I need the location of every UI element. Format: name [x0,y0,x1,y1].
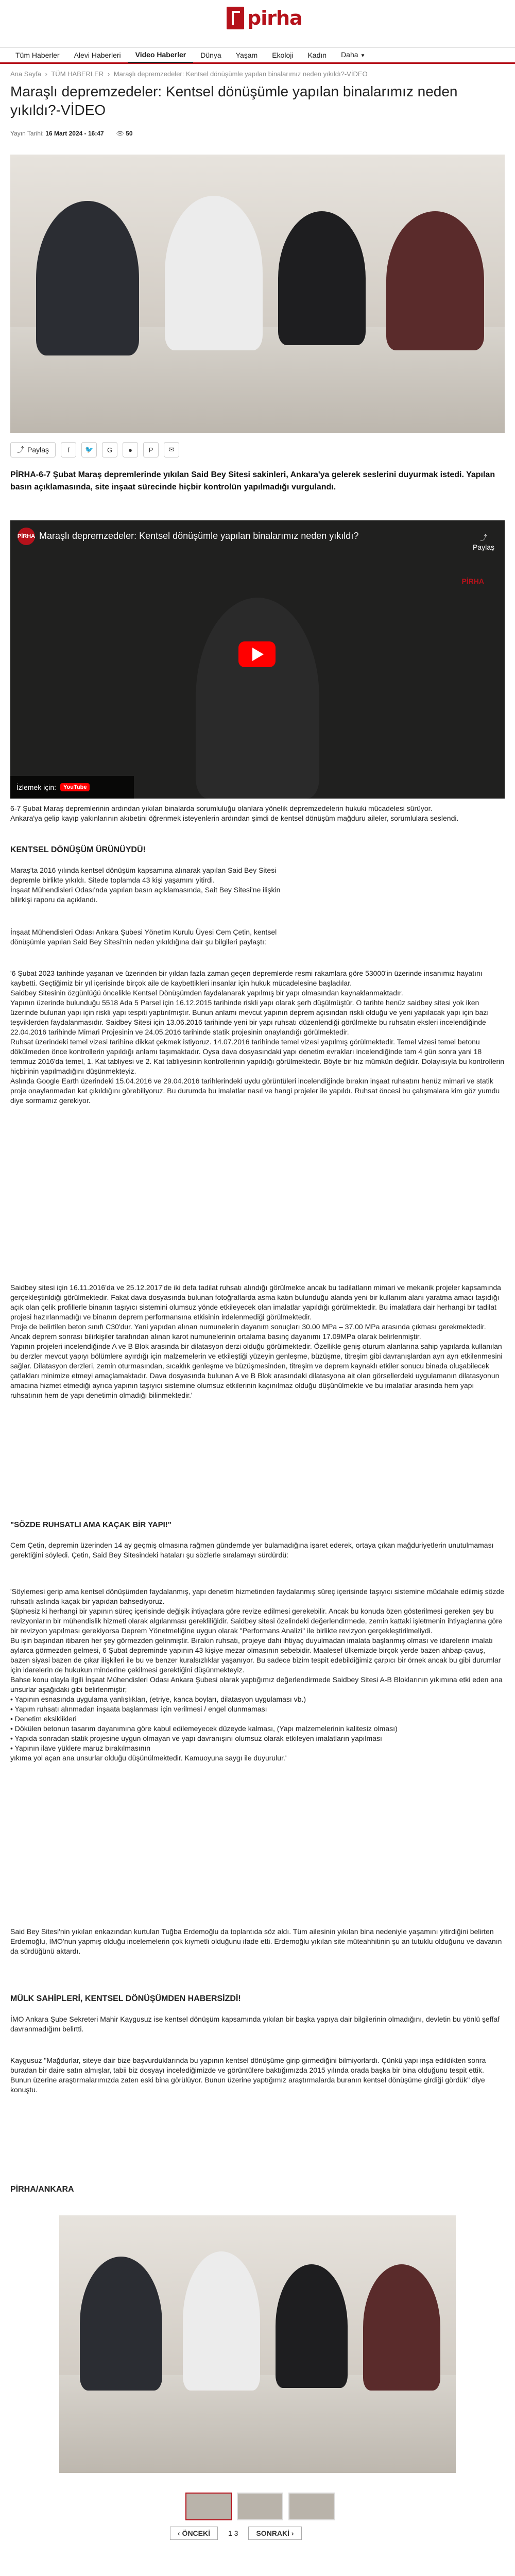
video-watermark: PİRHA [461,577,484,585]
paragraph: Bahse konu olayla ilgili İnşaat Mühendisleri Odası Ankara Şubesi olarak yaptığımız değerlendirmede Saidbey Sitesi A-B Bloklarının yıkımına etki eden ana unsurlar aşağıdaki gibi belirlenmiştir; [10,1675,503,1693]
google-icon[interactable]: G [102,442,117,457]
paragraph: Cem Çetin, depremin üzerinden 14 ay geçmiş olmasına rağmen gündemde yer bulamadığına işaret ederek, ortaya çıkan mağduriyetlerin unutulmaması gerektiğini söyledi. Çetin, Said Bey Sitesindeki hataları şu sözlerle sıralamayı sürdürdü: [10,1541,494,1559]
paragraph: İMO Ankara Şube Sekreteri Mahir Kaygusuz ise kentsel dönüşüm kapsamında yıkılan bir başka yapıya dair bilgilerinin olmadığını, devletin bu yönlü şeffaf davranmadığını belirtti. [10,2015,500,2033]
eye-icon: 👁 [116,130,124,137]
gallery-thumbnails [185,2493,335,2520]
article-body-14 [10,2184,505,2194]
breadcrumb-separator: › [107,70,110,78]
publish-date [10,130,104,137]
breadcrumb-separator: › [45,70,47,78]
nav-item-daha[interactable] [334,47,372,63]
page-title: Maraşlı depremzedeler: Kentsel dönüşümle yapılan binalarımız neden yıkıldı?-VİDEO [10,83,458,118]
article-body-8 [10,1540,505,1560]
video-speaker [196,598,319,799]
view-count-value: 50 [126,130,133,137]
twitter-icon[interactable]: 🐦 [81,442,97,457]
paragraph: İnşaat Mühendisleri Odası Ankara Şubesi Yönetim Kurulu Üyesi Cem Çetin, kentsel dönüşümle yapılan Said Bey Sitesi'nin neden yıkıldığına dair şu bilgileri paylaştı: [10,928,277,946]
email-icon[interactable]: ✉ [164,442,179,457]
breadcrumb-current: Maraşlı depremzedeler: Kentsel dönüşümle yapılan binalarımız neden yıkıldı?-VİDEO [113,70,368,78]
publish-date-value: 16 Mart 2024 - 16:47 [45,130,104,137]
photo-person [386,211,484,350]
paragraph: '6 Şubat 2023 tarihinde yaşanan ve üzerinden bir yıldan fazla zaman geçen depremlerde resmi rakamlara göre 53000'in üzerinde insanımız hayatını kaybetti. Geçtiğimiz bir yıl içerisinde birçok aile de kaybettikleri insanlar için hukuk mücadelesine başladılar. [10,969,483,987]
paragraph: yıkıma yol açan ana unsurlar olduğu düşünülmektedir. Kamuoyuna saygı ile duyurulur.' [10,1754,287,1762]
photo-person [36,201,139,355]
main-nav [0,47,515,64]
photo-person [276,2264,348,2388]
article-body-11 [10,1994,505,2004]
paragraph: Saidbey sitesi için 16.11.2016'da ve 25.12.2017'de iki defa tadilat ruhsatı alındığı görülmekte ancak bu tadilatların mimari ve mekanik projeler kapsamında gerçekleştirildiği görülmektedir. Fakat dava dosyasında bulunan fotoğraflarda asma katın bulunduğu alanda yeni bir kullanım alanı yaratma amacı taşıdığı açık olan çelik profillerle binanın taşıyıcı sistemini olumsuz yönde etkileyecek olan imalatlar yapıldığı görülmektedir. Bu imalatlara dair herhangi bir tadilat projesi hazırlanmadığı ve binanın deprem performansına etkisinin irdelenmediği görülmektedir. [10,1283,501,1321]
paragraph: 6-7 Şubat Maraş depremlerinin ardından yıkılan binalarda sorumluluğu olanlara yönelik depremzedelerin hukuki mücadelesi sürüyor. [10,804,433,812]
watch-label: İzlemek için: [16,783,57,791]
video-title[interactable]: Maraşlı depremzedeler: Kentsel dönüşümle yapılan binalarımız neden yıkıldı? [39,531,359,541]
logo-mark-icon [227,7,244,29]
nav-item-kadin[interactable]: Kadın [307,51,327,59]
section-heading: MÜLK SAHİPLERİ, KENTSEL DÖNÜŞÜMDEN HABERSİZDİ! [10,1994,241,2003]
breadcrumb-home[interactable]: Ana Sayfa [10,70,41,78]
nav-item-dunya[interactable]: Dünya [200,51,221,59]
breadcrumb-section[interactable]: TÜM HABERLER [51,70,104,78]
article-body-2 [10,845,505,855]
paragraph: İnşaat Mühendisleri Odası'nda yapılan basın açıklamasında, Sait Bey Sitesi'ne ilişkin bilirkişi raporu da açıklandı. [10,886,281,904]
paragraph: Aslında Google Earth üzerindeki 15.04.2016 ve 29.04.2016 tarihlerindeki uydu görüntüleri incelendiğinde bırakın inşaat ruhsatını henüz mimari ve statik proje onaylanmadan kat çıkıldığını görebiliyoruz. Bu durumda bu imalatlar nasıl ve hangi projeler ile yapıldı. Ruhsat öncesi bu çalışmalara kim göz yumdu diye sormamız gerekiyor. [10,1077,500,1105]
article-meta [10,130,133,137]
paragraph: Yapının projeleri incelendiğinde A ve B Blok arasında bir dilatasyon derzi olduğu görülmektedir. Özellikle geniş oturum alanlarına sahip yapılarda kullanılan bu derzler mevcut yapıyı bölümlere ayırdığı için malzemelerin ve etkileştiği yüzeyin genleşme, büzüşme, titreşim gibi davranışlardan ayrı ayrı etkilenmesini sağlar. Dilatasyon derzleri, zemin oturmasından, sıcaklık genleşme ve büzüşmesinden, titreşim ve deprem kaynaklı etkiler sonucu binada oluşabilecek çatlakları minimize etmeyi amaçlamaktadır. Dava dosyasında bulunan A ve B Blok arasındaki dilatasyona ait olan görsellerdeki uygulamanın dilatasyonun amacına hizmet etmediği ayrıca yapının taşıyıcı sistemine olumsuz etkilerinin kaçınılmaz olduğu düşünülmekte ve bu imalatlar arasında hem yapı ruhsatının hem de yapı denetimin olmadığı bilinmektedir.' [10,1342,503,1399]
photo-person [363,2264,440,2391]
article-body-10 [10,1927,505,1956]
list-item: • Yapıda sonradan statik projesine uygun olmayan ve yapı davranışını olumsuz olarak etkileyen imalatların yapılması [10,1734,382,1742]
page-counter: 1 3 [228,2529,238,2537]
paragraph: Ankara'ya gelip kayıp yakınlarının akıbetini öğrenmek isteyenlerin ardından şimdi de kentsel dönüşüm mağduru aileler, sorumlulara seslendi. [10,814,459,822]
paragraph: Proje de belirtilen beton sınıfı C30'dur. Yani yapıdan alınan numunelerin dayanım sonuçları 30.00 MPa – 37.00 MPa arasında çıkması gerekmektedir. Ancak deprem sonrası bilirkişiler tarafından alınan karot numunelerinin ortalama basınç dayanımı 17.09MPa olarak belirlenmiştir. [10,1323,486,1341]
publish-date-label: Yayın Tarihi: [10,130,44,137]
paragraph: Yapının üzerinde bulunduğu 5518 Ada 5 Parsel için 16.12.2015 tarihinde riskli yapı olarak şerh düşülmüştür. O tarihte henüz saidbey sitesi yok iken üzerinde bulunan yapı için riskli yapı tespiti yaptırılmıştır. Bunun anlamı mevcut yapının deprem açısından riskli olduğu ve yeni yapılacak yapı için bazı teşviklerden faydalanmasıdır. Saidbey Sitesi için 13.06.2016 tarihinde yeni bir yapı ruhsatı düzenlendiği görülmekte bu ruhsatın eksleri incelendiğinde 22.04.2016 tarihinde Mimari Projesinin ve 24.05.2016 tarihinde statik projesinin onaylandığı görülmektedir. [10,998,489,1036]
paragraph: Ruhsat üzerindeki temel vizesi tarihine dikkat çekmek istiyoruz. 14.07.2016 tarihinde temel vizesi yapılmış görülmektedir. Temel vizesi temel betonu dökülmeden önce kontrollerin yapıldığı anlamı taşımaktadır. Oysa dava dosyasındaki yapı denetim evrakları incelendiğinde tam 4 gün sonra yani 18 temmuz 2016'da temel, 1. Kat tabliyesi ve 2. Kat tabliyesinin kontrollerinin yapıldığı görülmektedir. Böyle bir hız mümkün değildir. Dolayısıyla bu kontrollerin hiçbirinin yapılmadığını düşünmekteyiz. [10,1038,505,1075]
share-icon: ⤴ [479,534,487,542]
section-heading: KENTSEL DÖNÜŞÜM ÜRÜNÜYDÜ! [10,845,146,854]
list-item: • Yapım ruhsatı alınmadan inşaata başlanması için verilmesi / engel olunmaması [10,1705,267,1713]
paragraph: Şüphesiz ki herhangi bir yapının süreç içerisinde değişik ihtiyaçlara göre revize edilmesi gerekebilir. Ancak bu konuda özen gösterilmesi gereken şey bu revizyonların bir mühendislik hizmeti olarak algılanması gerekliliğidir. Saidbey sitesi özelindeki değerlendirmede, zemin kattaki işletmenin ihtiyaçlarına göre bir revizyon yapılması gerekiyorsa Deprem Yönetmeliğine uygun olarak "Performans Analizi" ile birlikte revizyon gerçekleştirilmeliydi. [10,1607,503,1635]
logo-text: pirha [247,7,302,29]
paragraph: Bu işin başından itibaren her şey görmezden gelinmiştir. Bırakın ruhsatı, projeye dahi ihtiyaç duyulmadan imalata başlanmış olması ve idarelerin imalatı aylarca görmezden gelmesi, 6 Şubat depreminde yapının 43 kişiye mezar olmasının sebebidir. Maalesef ülkemizde birçok yerde bazen ahbap-çavuş, bazen siyasi bazen de çıkar ilişkileri ile bu ve benzer kuralsızlıklar yaşanıyor. Bu sadece bizim tespit edebildiğimiz çarpıcı bir örnek ancak bu gibi durumlar için idarelerin de hukukun minderine çekilmesi gerektiğini düşünmekteyiz. [10,1636,501,1674]
article-body-9 [10,1587,505,1763]
article-body-4 [10,927,288,947]
breadcrumb [10,70,370,78]
youtube-logo-icon: YouTube [60,783,90,791]
photo-person [278,211,366,345]
nav-item-tum-haberler[interactable]: Tüm Haberler [15,51,60,59]
gallery-image[interactable] [59,2215,456,2473]
gallery-thumbnail[interactable] [237,2493,283,2520]
list-item: • Yapının esnasında uygulama yanlışlıkları, (etriye, kanca boyları, dilatasyon uygulaması vb.) [10,1695,306,1703]
article-body-3 [10,866,288,905]
share-icon: ⤴ [17,446,24,454]
list-item: • Denetim eksiklikleri [10,1715,77,1723]
share-button[interactable] [10,442,56,457]
photo-person [183,2251,260,2391]
paragraph: Saidbey Sitesinin özgünlüğü öncelikle Kentsel Dönüşümden faydalanarak yapılmış bir yapı olmasından kaynaklanmaktadır. [10,989,403,997]
article-body-7 [10,1520,505,1530]
paragraph: 'Söylemesi gerip ama kentsel dönüşümden faydalanmış, yapı denetim hizmetinden faydalanmış süreç içerisinde taşıyıcı sistemine müdahale edilmiş sözde ruhsatlı aslında kaçak bir yapıdan bahsediyoruz. [10,1587,505,1605]
nav-item-yasam[interactable]: Yaşam [235,51,258,59]
next-button[interactable]: SONRAKİ › [248,2527,301,2540]
channel-avatar[interactable]: PİRHA [18,528,35,545]
article-lead: PİRHA-6-7 Şubat Maraş depremlerinde yıkılan Said Bey Sitesi sakinleri, Ankara'ya gelerek seslerini duyurmak istedi. Yapılan basın açıklamasında, site inşaat sürecinde hiçbir kontrolün yapılmadığı vurgulandı. [10,470,495,492]
article-body-6 [10,1283,505,1400]
section-heading: "SÖZDE RUHSATLI AMA KAÇAK BİR YAPI!" [10,1520,171,1529]
paragraph: Maraş'ta 2016 yılında kentsel dönüşüm kapsamına alınarak yapılan Said Bey Sitesi depremle birlikte yıkıldı. Sitede toplamda 43 kişi yaşamını yitirdi. [10,866,277,884]
video-share-button[interactable] [473,533,494,551]
paragraph: Said Bey Sitesi'nin yıkılan enkazından kurtulan Tuğba Erdemoğlu da toplantıda söz aldı. Tüm ailesinin yıkılan bina nedeniyle yaşamını yitirdiğini belirten Erdemoğlu, İMO'nun yapmış olduğu incelemelerin çok kıymetli olduğunu ifade etti. Erdemoğlu yıkılan site müteahhitinin şu an tutuklu olduğunu ve davanın da sürdüğünü aktardı. [10,1927,502,1955]
view-count [116,130,133,137]
photo-person [80,2257,162,2391]
article-body-5 [10,969,505,1106]
site-header [0,0,515,47]
list-item: • Dökülen betonun tasarım dayanımına göre kabul edilemeyecek düzeyde kalması, (Yapı malzemelerinin kalitesiz olması) [10,1724,398,1733]
share-bar [10,441,179,459]
photo-person [165,196,263,350]
article-body-13 [10,2056,505,2095]
signature: PİRHA/ANKARA [10,2185,74,2194]
nav-item-ekoloji[interactable]: Ekoloji [272,51,294,59]
watch-on-youtube[interactable] [10,776,134,799]
nav-item-video-haberler[interactable]: Video Haberler [128,47,194,63]
chevron-down-icon: ▼ [360,53,366,59]
nav-item-daha-label: Daha [341,50,358,59]
paragraph: Kaygusuz "Mağdurlar, siteye dair bize başvurduklarında bu yapının kentsel dönüşüme girip girmediğini bilmiyorlardı. Çünkü yapı inşa edildikten sonra buradan bir daire satın almışlar, tabii biz dosyayı incelediğimizde ve görüntülere baktığımızda 2015 yılında orada başka bir bina olduğunu tespit ettik. Bunun üzerine araştırmalarımızda zaten eski bina görülüyor. Bunun üzerine yaptığımız araştırmalarda buranın kentsel dönüşüme girdiği gördük" diye konuştu. [10,2056,486,2094]
nav-item-alevi-haberleri[interactable]: Alevi Haberleri [74,51,121,59]
share-label: Paylaş [27,446,49,454]
gallery-thumbnail[interactable] [288,2493,335,2520]
list-item: • Yapının ilave yüklere maruz bırakılmasının [10,1744,151,1752]
gallery-pager [170,2527,302,2540]
video-share-label: Paylaş [472,543,494,551]
hero-photo [10,155,505,433]
pinterest-icon[interactable]: P [143,442,159,457]
video-embed[interactable] [10,520,505,799]
prev-button[interactable]: ‹ ÖNCEKİ [170,2527,218,2540]
article-body-1 [10,804,505,823]
reddit-icon[interactable]: ● [123,442,138,457]
article-body-12 [10,2014,505,2034]
play-icon[interactable] [238,641,276,667]
gallery-thumbnail[interactable] [185,2493,232,2520]
facebook-icon[interactable]: f [61,442,76,457]
site-logo[interactable] [227,5,302,31]
